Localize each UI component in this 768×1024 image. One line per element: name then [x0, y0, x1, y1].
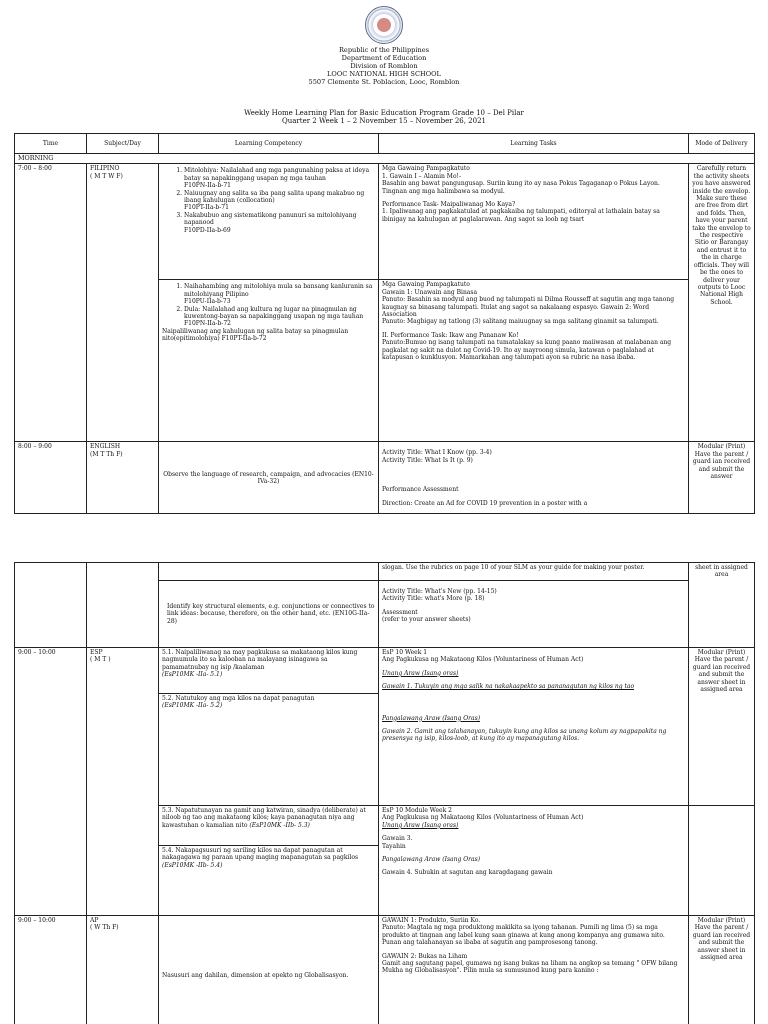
page-gap	[0, 516, 768, 562]
english-task-what-i-know: Activity Title: What I Know (pp. 3-4)	[382, 449, 492, 457]
header-school: LOOC NATIONAL HIGH SCHOOL	[327, 70, 441, 78]
esp-delivery-instructions: Have the parent / guard ian received and submit the answer sheet in assigned area	[692, 656, 751, 694]
esp-gawain-1: Gawain 1. Tukuyin ang mga salik na nakakaapekto sa pananagutan ng kilos ng tao	[382, 683, 635, 691]
ap-delivery-mode: Modular (Print)	[697, 917, 746, 924]
table-row	[15, 648, 755, 694]
esp-tasks-week-1	[379, 648, 689, 806]
table-row	[15, 563, 755, 581]
filipino-gawain-1-text: Basahin ang bawat pangungusap. Suriin kung ito ay nasa Pokus Tagaganap o Pokus Layon. Tingnan ang mga halimbawa sa modyul.	[382, 180, 660, 195]
esp-subject-name: ESP	[90, 649, 103, 656]
filipino-pt-text: 1. Ipaliwanag ang pagkakatulad at pagkakaiba ng talumpati, editoryal at lathalain batay sa ibinigay na kahulugan at paglalarawan. Ang sagot sa loob ng tsart	[382, 208, 660, 223]
english-delivery-1	[689, 442, 755, 514]
learning-plan-table-continued	[14, 562, 755, 1024]
esp-competency-2: 5.2. Natutukoy ang mga kilos na dapat panagutan (EsP10MK -IIa- 5.2)	[159, 694, 379, 806]
table-header-row	[15, 134, 755, 154]
filipino-comp-extra: Naipaliliwanag ang kahulugan ng salita batay sa pinagmulan nito(epitimolohiya) F10PT-IIa-b-72	[162, 327, 349, 343]
filipino-delivery: Carefully return the activity sheets you have answered inside the envelop. Make sure these are free from dirt and folds. Then, have your parent take the envelop to the respective Sitio or Barangay and entrust it to the in charge officials. They will be the ones to deliver your outputs to Looc National High School.	[689, 164, 755, 442]
esp-days: ( M T )	[90, 656, 111, 664]
ap-subject	[87, 916, 159, 1024]
filipino-competency-1	[159, 164, 379, 280]
list-item: 3. Nakabubuo ang sistematikong panunuri sa mitolohiyang napanood F10PD-IIa-b-69	[184, 212, 375, 234]
header-address: 5507 Clemente St. Poblacion, Looc, Romblon	[308, 78, 460, 86]
esp-gawain-3: Gawain 3.	[382, 835, 413, 843]
ap-gawain-1: GAWAIN 1: Produkto, Suriin Ko.	[382, 917, 481, 924]
learning-plan-table	[14, 133, 755, 514]
ap-time: 9:00 – 10:00	[15, 916, 87, 1024]
filipino-pt-heading: Performance Task- Maipaliwanag Mo Kaya?	[382, 201, 516, 209]
filipino-tasks2-heading: Mga Gawaing Pampagkatuto	[382, 281, 470, 289]
english-delivery-mode: Modular (Print)	[697, 443, 746, 451]
english-time-cont	[15, 563, 87, 648]
english-delivery-instructions: Have the parent / guard ian received and submit the answer	[692, 450, 751, 481]
filipino-competency-2	[159, 280, 379, 442]
english-subject-name: ENGLISH	[90, 443, 121, 451]
filipino-days: ( M T W F)	[90, 172, 123, 180]
filipino-tasks-1	[379, 164, 689, 280]
filipino-gawain-1: 1. Gawain I – Alamin Mo!-	[382, 172, 461, 180]
english-tasks-1	[379, 442, 689, 514]
ap-subject-name: AP	[90, 917, 99, 924]
ap-gawain-1-text: Panuto: Magtala ng mga produktong makikita sa iyong tahanan. Pumili ng lima (5) sa mga produkto at tingnan ang label kung saan ginawa at kung anong kompanya ang gumawa nito. Punan ang talahanayan sa ibaba at sagutin ang pamprosesong tanong.	[382, 924, 665, 947]
header-department: Department of Education	[341, 54, 427, 62]
english-days: (M T Th F)	[90, 450, 123, 458]
esp-delivery-1	[689, 648, 755, 806]
filipino-tasks2-gawain-1-text: Panuto: Basahin sa modyul ang buod ng talumpati ni Dilma Rousseff at sagutin ang mga tanong kaugnay sa binasang talumpati. Itulat ang sagot sa nakalaang espasyo. Gawain 2: Word Association	[382, 296, 675, 319]
esp-week-2-title: Ang Pagkukusa ng Makataong Kilos (Voluntariness of Human Act)	[382, 814, 584, 822]
english-task-whats-more: Activity Title: what's More (p. 18)	[382, 595, 485, 603]
ap-delivery-instructions: Have the parent / guard ian received and submit the answer sheet in assigned area	[692, 924, 751, 962]
english-direction: Direction: Create an Ad for COVID 19 prevention in a poster with a	[382, 499, 588, 507]
ap-gawain-2-text: Gamit ang sagutang papel, gumawa ng isang bukas na liham na angkop sa temang " OFW bilang Mukha ng Globalisasyon". Pilin mula sa sumusunod kung para kanino :	[382, 960, 678, 975]
filipino-tasks2-pt-heading: II. Performance Task: Ikaw ang Pananaw Ko!	[382, 331, 519, 339]
filipino-subject	[87, 164, 159, 442]
english-competency-cont	[159, 563, 379, 581]
header-subject: Subject/Day	[87, 134, 159, 154]
english-competency-2: Identify key structural elements, e.g. conjunctions or connectives to link ideas: because, therefore, on the other hand, etc. (EN10G-IIa-28)	[159, 581, 379, 648]
list-item: 1. Mitolohiya: Nailalahad ang mga pangunahing paksa at ideya batay sa napakinggang usapan ng mga tauhan F10PN-IIa-b-71	[184, 167, 375, 189]
header-division: Division of Romblon	[350, 62, 418, 70]
esp-gawain-4: Gawain 4. Subukin at sagutan ang karagdagang gawain	[382, 869, 553, 877]
morning-label: MORNING	[15, 154, 755, 164]
english-subject	[87, 442, 159, 514]
ap-tasks	[379, 916, 689, 1024]
page-2	[0, 562, 768, 1024]
english-time: 8:00 – 9:00	[15, 442, 87, 514]
header-competency: Learning Competency	[159, 134, 379, 154]
english-task-whats-new: Activity Title: What's New (pp. 14-15)	[382, 588, 497, 595]
table-row	[15, 164, 755, 280]
filipino-subject-name: FILIPINO	[90, 165, 120, 173]
header-tasks: Learning Tasks	[379, 134, 689, 154]
esp-delivery-2	[689, 806, 755, 916]
document-title	[0, 109, 768, 125]
filipino-time: 7:00 – 8:00	[15, 164, 87, 442]
document-header	[0, 46, 768, 86]
list-item: 2. Dula: Nailalahad ang kultura ng lugar na pinagmulan ng kuwentong-bayan sa napakinggang usapan ng mga tauhan F10PN-IIa-b-72	[184, 306, 375, 328]
english-performance-assessment: Performance Assessment	[382, 486, 459, 494]
esp-week-1-label: EsP 10 Week 1	[382, 649, 428, 656]
english-task-what-is-it: Activity Title: What Is It (p. 9)	[382, 456, 473, 464]
esp-tayahin: Tayahin	[382, 842, 406, 850]
english-slogan: slogan. Use the rubrics on page 10 of your SLM as your guide for making your poster.	[379, 563, 689, 581]
filipino-tasks2-gawain-2-text: Panuto: Magbigay ng tatlong (3) salitang maiuugnay sa mga salitang ginamit sa talumpati.	[382, 318, 659, 326]
table-row	[15, 916, 755, 1024]
esp-day-2: Pangalawang Araw (Isang Oras)	[382, 714, 481, 722]
list-item: 1. Naihahambing ang mitolohiya mula sa bansang kanluranin sa mitolohiyang Pilipino F10PU-IIa-b-73	[184, 283, 375, 305]
filipino-tasks2-gawain-1: Gawain 1: Unawain ang Binasa	[382, 288, 478, 296]
esp-gawain-2: Gawain 2. Gamit ang talahanayan, tukuyin kung ang kilos sa unang kolum ay nagpapakita ng presensya ng isip, kilos-loob, at kung ito ay mapanagutang kilos.	[382, 728, 667, 743]
esp-delivery-mode: Modular (Print)	[697, 649, 746, 656]
esp-time: 9:00 – 10:00	[15, 648, 87, 916]
header-republic: Republic of the Philippines	[338, 46, 430, 54]
english-delivery-cont: sheet in assigned area	[689, 563, 755, 648]
esp-day-1: Unang Araw (Isang oras)	[382, 669, 459, 677]
list-item: 2. Naiuugnay ang salita sa iba pang salita upang makabuo ng ibang kahulugan (collocation) F10PT-IIa-b-71	[184, 190, 375, 212]
filipino-tasks-heading: Mga Gawaing Pampagkatuto	[382, 165, 470, 173]
esp-day-2b: Pangalawang Araw (Isang Oras)	[382, 856, 481, 864]
deped-seal-icon	[365, 6, 403, 44]
header-time: Time	[15, 134, 87, 154]
esp-day-1b: Unang Araw (Isang oras)	[382, 821, 459, 829]
morning-row	[15, 154, 755, 164]
esp-competency-4: 5.4. Nakapagsusuri ng sariling kilos na dapat panagutan at nakagagawa ng paraan upang maging mapanagutan sa pagkilos (EsP10MK -IIb- 5.4)	[159, 846, 379, 916]
title-line-1: Weekly Home Learning Plan for Basic Education Program Grade 10 – Del Pilar	[244, 109, 524, 117]
filipino-tasks-2	[379, 280, 689, 442]
title-line-2: Quarter 2 Week 1 – 2 November 15 – November 26, 2021	[282, 117, 486, 125]
ap-competency: Nasusuri ang dahilan, dimension at epekto ng Globalisasyon.	[159, 916, 379, 1024]
ap-days: ( W Th F)	[90, 924, 119, 932]
english-subject-cont	[87, 563, 159, 648]
esp-competency-3: 5.3. Napatutunayan na gamit ang katwiran, sinadya (deliberate) at niloob ng tao ang makataong kilos; kaya pananagutan niya ang kawastuhan o kamalian nito (EsP10MK -IIb- 5.3)	[159, 806, 379, 846]
esp-tasks-week-2	[379, 806, 689, 916]
header-delivery: Mode of Delivery	[689, 134, 755, 154]
english-competency-1: Observe the language of research, campaign, and advocacies (EN10-IVa-32)	[159, 442, 379, 514]
english-assessment: Assessment	[382, 608, 418, 616]
english-refer: (refer to your answer sheets)	[382, 616, 471, 624]
esp-week-2-label: EsP 10 Module Week 2	[382, 807, 452, 814]
table-row	[15, 442, 755, 514]
filipino-tasks2-pt-text: Panuto:Bumuo ng isang talumpati na tumatalakay sa kung paano maiiwasan at malabanan ang pagkalat ng sakit na dulot ng Covid-19. Ito ay mayroong simula, katawan o paglalahad at katapusan o kunklusyon. Mamarkahan ang talumpati ayon sa rubric na nasa ibaba.	[382, 339, 672, 362]
esp-subject	[87, 648, 159, 916]
ap-gawain-2: GAWAIN 2: Bukas na Liham	[382, 952, 468, 960]
esp-week-1-title: Ang Pagkukusa ng Makataong Kilos (Voluntariness of Human Act)	[382, 656, 584, 664]
esp-competency-1: 5.1. Naipaliliwanag na may pagkukusa sa makataong kilos kung nagmumula ito sa kalooban na malayang isinagawa sa pamamatnubay ng isip /kaalaman (EsP10MK -IIa- 5.1)	[159, 648, 379, 694]
english-tasks-2	[379, 581, 689, 648]
ap-delivery	[689, 916, 755, 1024]
